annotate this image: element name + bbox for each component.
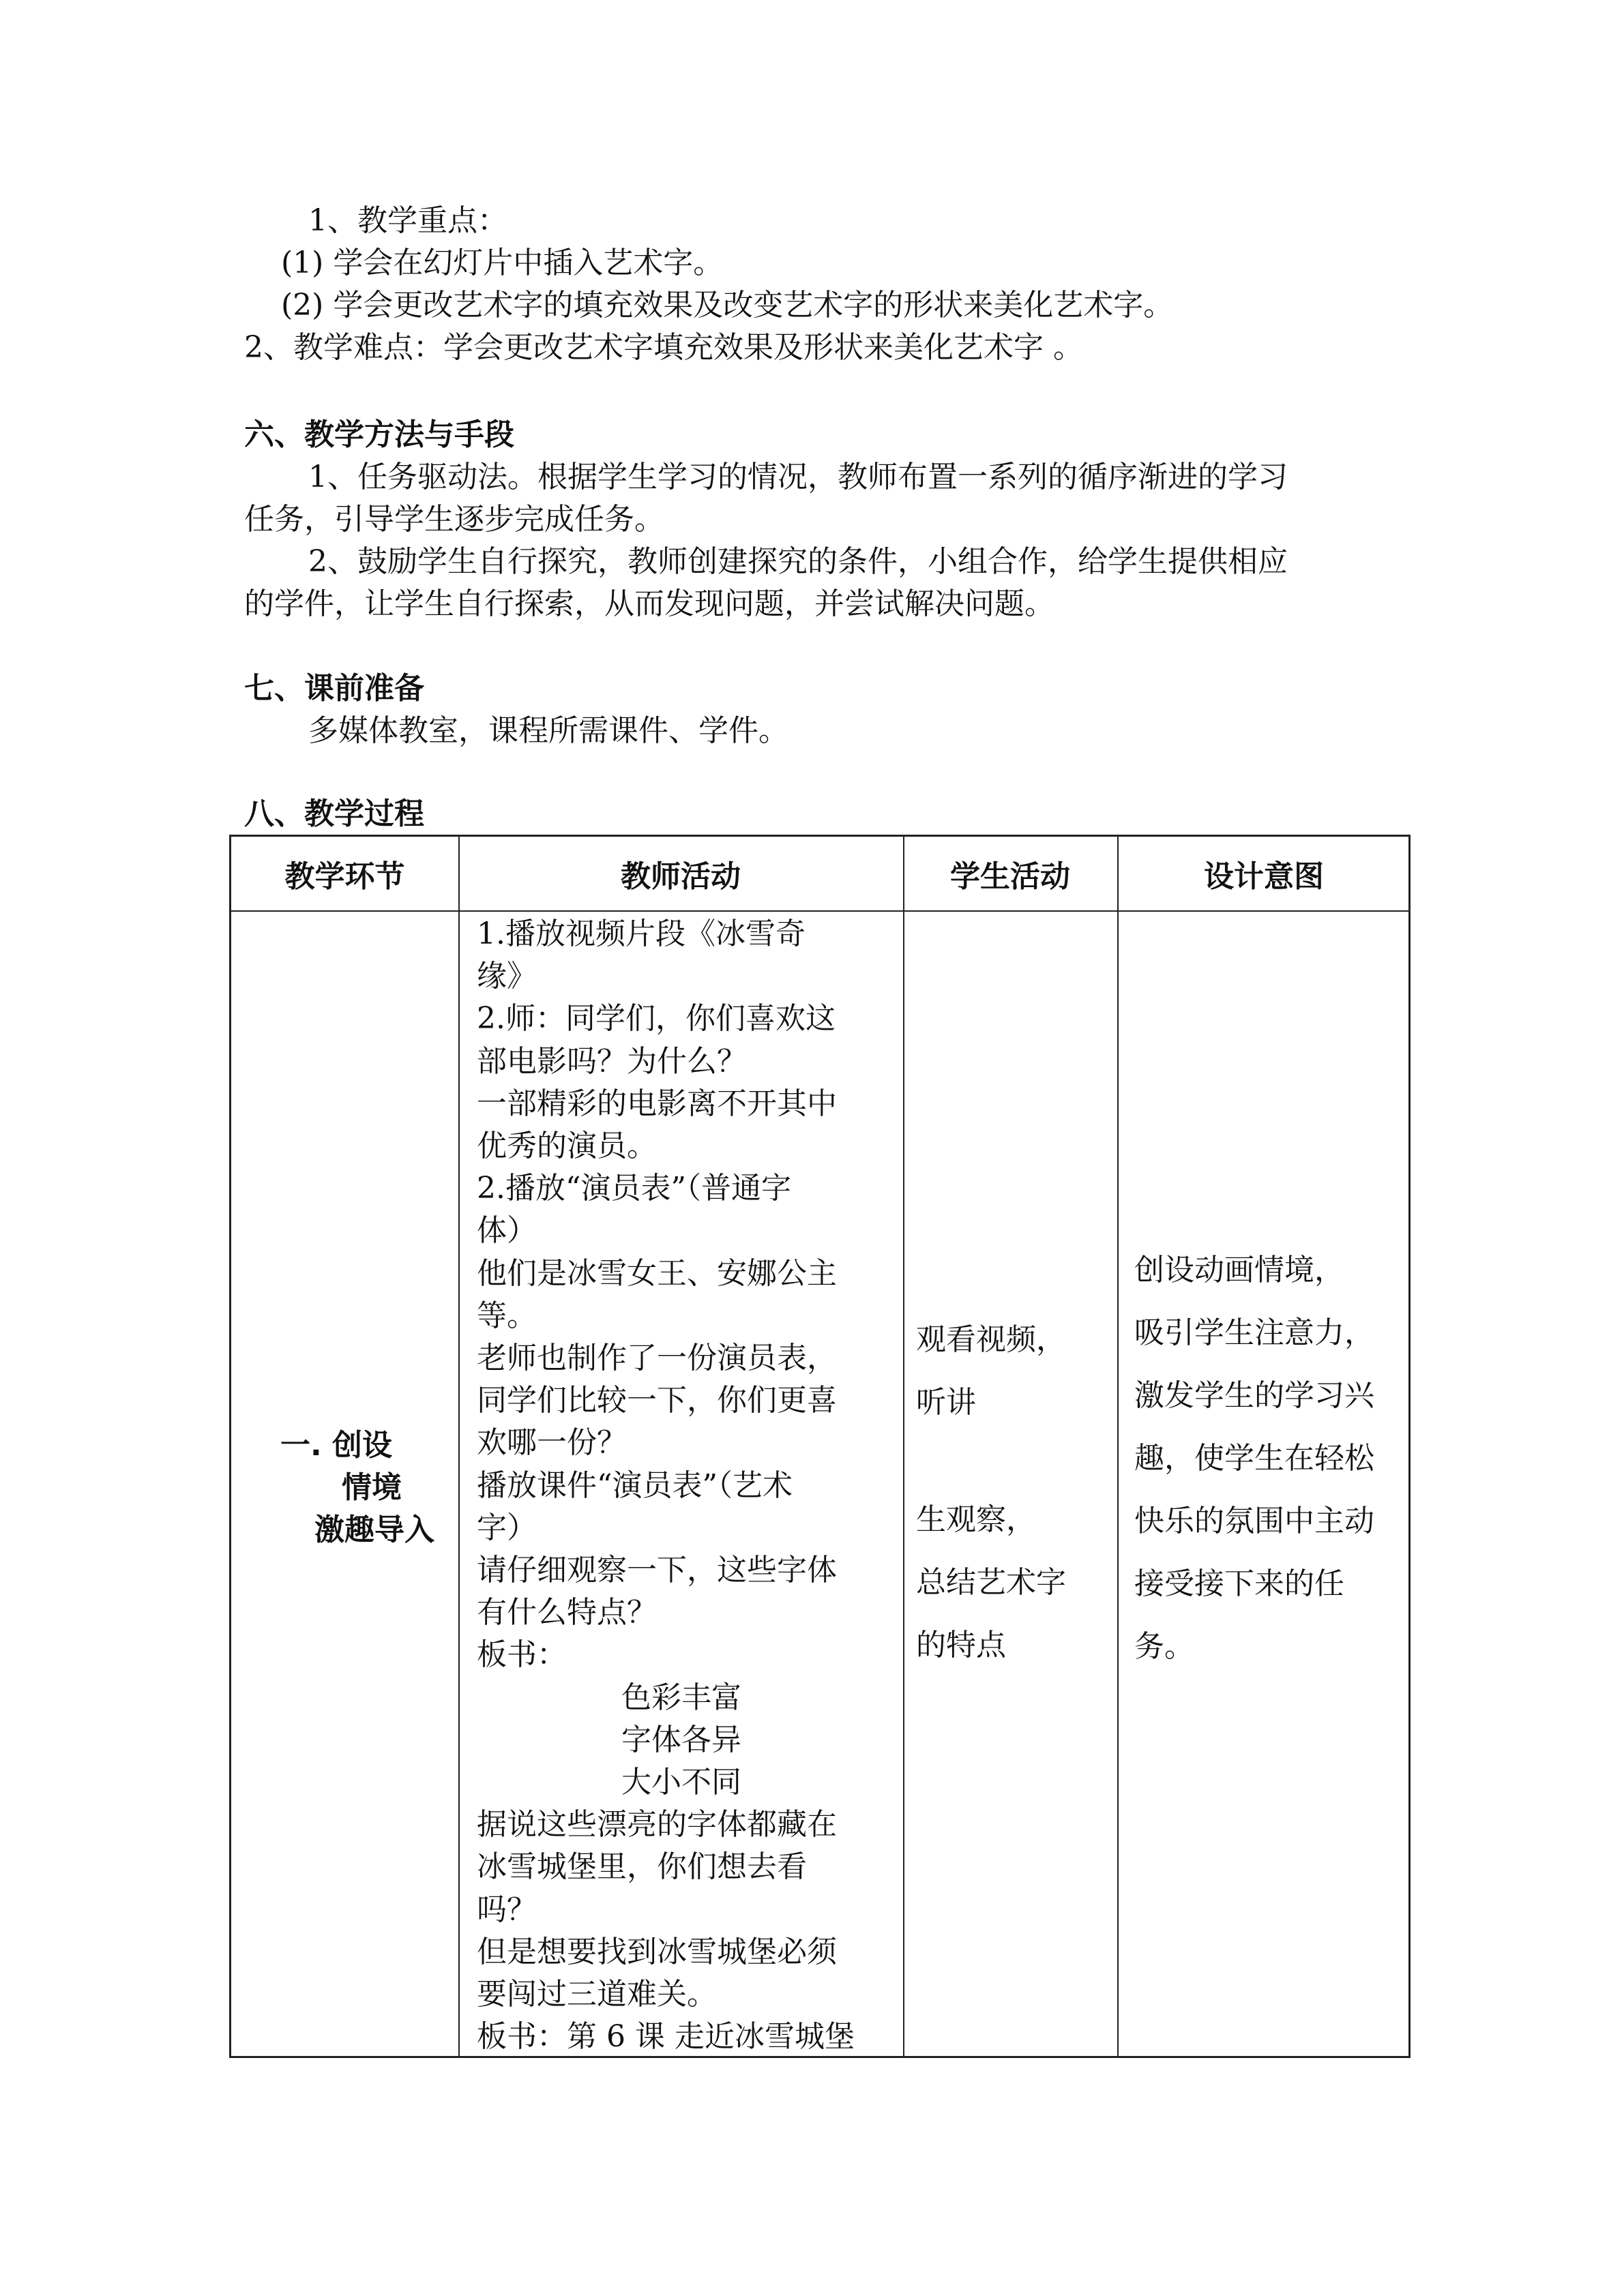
- student-line: 生观察，: [916, 1502, 1036, 1537]
- header-segment: 教学环节: [284, 859, 405, 894]
- section-7-title: 七、课前准备: [244, 671, 424, 706]
- student-activity-group-2: [916, 1489, 1114, 1677]
- segment-cell: [231, 1425, 458, 1551]
- header-design-intent: 设计意图: [1204, 859, 1324, 894]
- student-line: 听讲: [916, 1385, 976, 1420]
- teacher-line: 据说这些漂亮的字体都藏在: [477, 1807, 837, 1843]
- teacher-line: 体）: [477, 1213, 537, 1249]
- section-7-p1: 多媒体教室，课程所需课件、学件。: [308, 713, 788, 748]
- design-intent-cell: [1134, 1239, 1407, 1678]
- segment-line: 情境: [342, 1470, 402, 1505]
- intent-line: 创设动画情境，: [1134, 1253, 1344, 1287]
- board-item: 大小不同: [621, 1765, 741, 1800]
- teacher-line: 2.播放“演员表”（普通字: [477, 1171, 791, 1206]
- difficulty-line: 2、教学难点：学会更改艺术字填充效果及形状来美化艺术字 。: [244, 330, 1083, 365]
- section-8-title: 八、教学过程: [244, 796, 424, 831]
- teacher-line: 同学们比较一下，你们更喜: [477, 1383, 837, 1418]
- header-divider: [231, 910, 1408, 912]
- header-teacher-activity: 教师活动: [621, 859, 741, 894]
- segment-line: 激趣导入: [314, 1512, 434, 1547]
- section-6-p2-line1: 2、鼓励学生自行探究，教师创建探究的条件，小组合作，给学生提供相应: [308, 544, 1288, 579]
- teacher-line: 字）: [477, 1510, 537, 1545]
- teacher-line: 有什么特点？: [477, 1595, 657, 1630]
- intent-line: 接受接下来的任: [1134, 1566, 1344, 1601]
- board-item: 字体各异: [621, 1722, 741, 1757]
- segment-line: 一. 创设: [280, 1428, 393, 1463]
- header-student-activity: 学生活动: [950, 859, 1070, 894]
- section-6-p1-line1: 1、任务驱动法。根据学生学习的情况，教师布置一系列的循序渐进的学习: [308, 460, 1288, 494]
- teacher-line: 冰雪城堡里，你们想去看: [477, 1849, 807, 1885]
- focus-title: 1、教学重点：: [308, 203, 507, 238]
- section-6-p1-line2: 任务，引导学生逐步完成任务。: [244, 502, 664, 537]
- intent-line: 快乐的氛围中主动: [1134, 1504, 1374, 1538]
- student-line: 的特点: [916, 1628, 1006, 1663]
- teaching-process-table: [229, 835, 1411, 2058]
- teacher-activity-cell: [477, 913, 900, 2058]
- teacher-line: 老师也制作了一份演员表，: [477, 1341, 837, 1376]
- student-activity-group-1: [916, 1309, 1114, 1434]
- focus-item-2: (2) 学会更改艺术字的填充效果及改变艺术字的形状来美化艺术字。: [281, 288, 1174, 323]
- teacher-line: 一部精彩的电影离不开其中: [477, 1086, 837, 1121]
- teacher-line: 板书：第 6 课 走近冰雪城堡: [477, 2019, 855, 2055]
- section-6-title: 六、教学方法与手段: [244, 417, 514, 452]
- teacher-line: 板书：: [477, 1637, 567, 1673]
- teacher-line: 等。: [477, 1298, 537, 1333]
- teacher-line: 1.播放视频片段《冰雪奇: [477, 916, 806, 951]
- intent-line: 务。: [1134, 1629, 1194, 1664]
- teacher-line: 吗？: [477, 1892, 537, 1927]
- teacher-line: 请仔细观察一下，这些字体: [477, 1553, 837, 1588]
- intent-line: 趣，使学生在轻松: [1134, 1441, 1374, 1476]
- column-divider: [1117, 837, 1119, 2056]
- intent-line: 吸引学生注意力，: [1134, 1315, 1374, 1350]
- focus-item-1: (1) 学会在幻灯片中插入艺术字。: [281, 245, 724, 280]
- teacher-line: 部电影吗？为什么？: [477, 1043, 747, 1079]
- student-line: 观看视频，: [916, 1322, 1066, 1357]
- teacher-line: 他们是冰雪女王、安娜公主: [477, 1255, 837, 1291]
- teacher-line: 欢哪一份？: [477, 1425, 627, 1461]
- teacher-line: 优秀的演员。: [477, 1129, 657, 1164]
- teacher-line: 缘》: [477, 959, 537, 994]
- teacher-line: 播放课件“演员表”（艺术: [477, 1467, 793, 1503]
- column-divider: [903, 837, 904, 2056]
- student-line: 总结艺术字: [916, 1565, 1066, 1600]
- column-divider: [458, 837, 460, 2056]
- teacher-line: 要闯过三道难关。: [477, 1977, 717, 2012]
- board-item: 色彩丰富: [621, 1680, 741, 1715]
- teacher-line: 2.师：同学们，你们喜欢这: [477, 1001, 836, 1037]
- teacher-line: 但是想要找到冰雪城堡必须: [477, 1934, 837, 1969]
- section-6-p2-line2: 的学件，让学生自行探索，从而发现问题，并尝试解决问题。: [244, 586, 1054, 621]
- intent-line: 激发学生的学习兴: [1134, 1378, 1374, 1413]
